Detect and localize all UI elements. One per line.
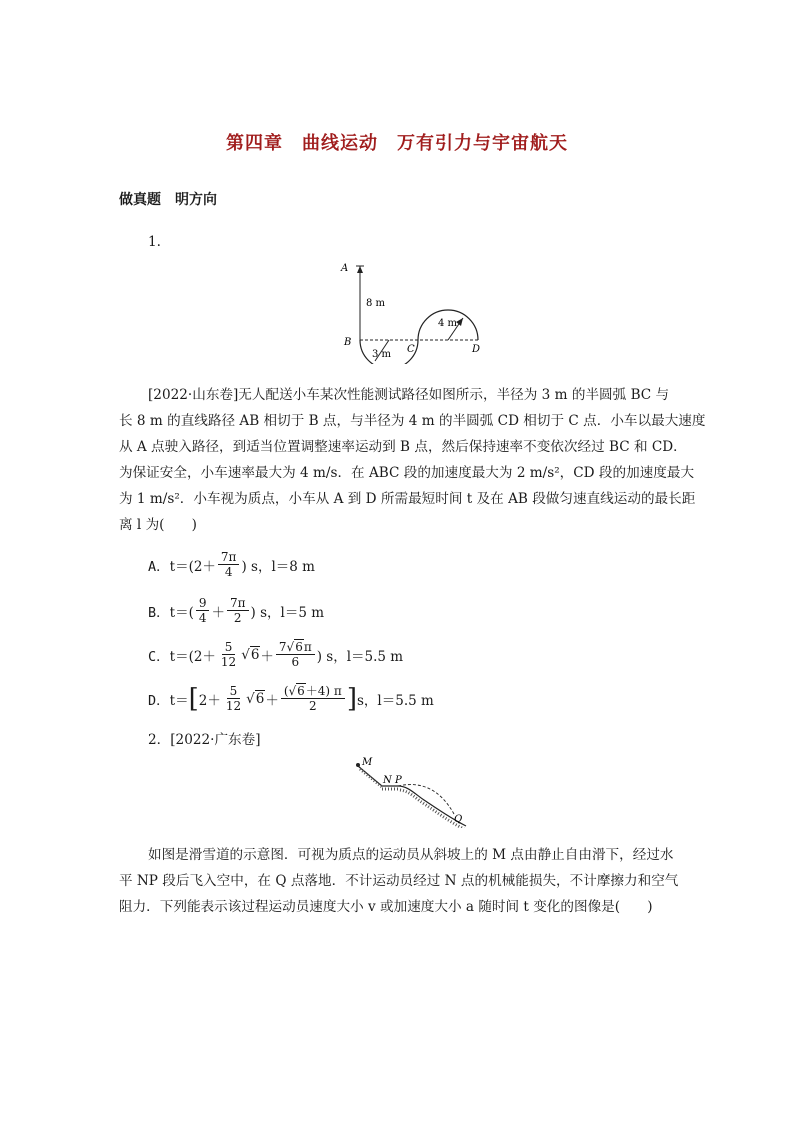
option-a-post: ) s，l＝8 m bbox=[241, 558, 315, 575]
q2-line-3: 阻力．下列能表示该过程运动员速度大小 v 或加速度大小 a 随时间 t 变化的图像是( ) bbox=[119, 899, 653, 915]
label-d: D bbox=[472, 344, 481, 355]
q1-line-5: 为 1 m/s²．小车视为质点，小车从 A 到 D 所需最短时间 t 及在 AB 段做匀速直线运动的最长距 bbox=[119, 491, 696, 507]
q1-line-3: 从 A 点驶入路径，到适当位置调整速率运动到 B 点，然后保持速率不变依次经过 BC 和 CD． bbox=[119, 439, 687, 455]
option-c-post: ) s，l＝5.5 m bbox=[316, 648, 404, 665]
q2-ski-slope-figure bbox=[350, 756, 472, 828]
label-m: M bbox=[362, 757, 373, 768]
q1-line-2: 长 8 m 的直线路径 AB 相切于 B 点，与半径为 4 m 的半圆弧 CD 相切于 C 点．小车以最大速度 bbox=[119, 413, 706, 429]
label-4m: 4 m bbox=[438, 318, 458, 329]
option-c-plus: ＋ bbox=[260, 648, 274, 665]
label-8m: 8 m bbox=[366, 298, 386, 309]
label-3m: 3 m bbox=[372, 349, 392, 360]
label-n: N bbox=[383, 775, 392, 786]
option-a[interactable] bbox=[148, 550, 315, 579]
label-b: B bbox=[344, 337, 352, 348]
option-d[interactable] bbox=[148, 684, 434, 713]
q1-line-6: 离 l 为( ) bbox=[119, 517, 197, 533]
option-c-fraction-1: $\frac{5}{12}$ bbox=[220, 640, 237, 669]
q1-line-1: [2022·山东卷]无人配送小车某次性能测试路径如图所示，半径为 3 m 的半圆弧 BC 与 bbox=[148, 387, 670, 403]
q2-line-2: 平 NP 段后飞入空中，在 Q 点落地．不计运动员经过 N 点的机械能损失，不计摩擦力和空气 bbox=[119, 873, 679, 889]
option-d-bracket-right: ] bbox=[346, 683, 357, 714]
option-b-fraction-2: $\frac{7\pi}{2}$ bbox=[227, 596, 249, 625]
option-b-plus: ＋ bbox=[211, 604, 225, 621]
q2-line-1: 如图是滑雪道的示意图．可视为质点的运动员从斜坡上的 M 点由静止自由滑下，经过水 bbox=[148, 847, 674, 863]
option-b[interactable] bbox=[148, 596, 324, 625]
q1-track-figure bbox=[335, 258, 495, 364]
option-d-fraction-2: $\frac{(√6+4) \pi}{2}$ bbox=[281, 684, 345, 713]
option-a-label: A． bbox=[148, 558, 170, 575]
section-title: 做真题 明方向 bbox=[119, 192, 217, 208]
option-d-plus: ＋ bbox=[265, 692, 279, 709]
option-c-sqrt-1: √6 bbox=[241, 646, 260, 663]
option-d-a: 2＋ bbox=[198, 692, 221, 709]
chapter-title: 第四章 曲线运动 万有引力与宇宙航天 bbox=[226, 133, 568, 154]
option-d-pre: t＝ bbox=[169, 692, 189, 709]
option-b-pre: t＝( bbox=[169, 604, 194, 621]
option-b-post: ) s，l＝5 m bbox=[250, 604, 325, 621]
option-c-pre: t＝(2＋ bbox=[169, 648, 216, 665]
option-a-pre: t＝(2＋ bbox=[169, 558, 216, 575]
option-d-sqrt-1: √6 bbox=[246, 690, 265, 707]
option-d-bracket-left: [ bbox=[188, 683, 199, 714]
option-d-fraction-1: $\frac{5}{12}$ bbox=[225, 684, 242, 713]
option-d-post: s，l＝5.5 m bbox=[356, 692, 434, 709]
option-c-label: C． bbox=[148, 648, 170, 665]
option-d-label: D． bbox=[148, 692, 170, 709]
question-1-number: 1. bbox=[148, 234, 161, 250]
q1-line-4: 为保证安全，小车速率最大为 4 m/s．在 ABC 段的加速度最大为 2 m/s²，CD 段的加速度最大 bbox=[119, 465, 695, 481]
label-p: P bbox=[395, 775, 402, 786]
question-2-header: 2．[2022·广东卷] bbox=[148, 732, 261, 748]
label-c: C bbox=[407, 344, 415, 355]
option-c[interactable] bbox=[148, 640, 403, 669]
label-q: Q bbox=[454, 814, 463, 825]
option-c-fraction-2: $\frac{7√6\pi}{6}$ bbox=[276, 640, 315, 669]
label-a: A bbox=[341, 263, 349, 274]
option-b-label: B． bbox=[148, 604, 170, 621]
option-a-fraction: $\frac{7\pi}{4}$ bbox=[218, 550, 240, 579]
option-b-fraction-1: $\frac{9}{4}$ bbox=[196, 596, 210, 625]
